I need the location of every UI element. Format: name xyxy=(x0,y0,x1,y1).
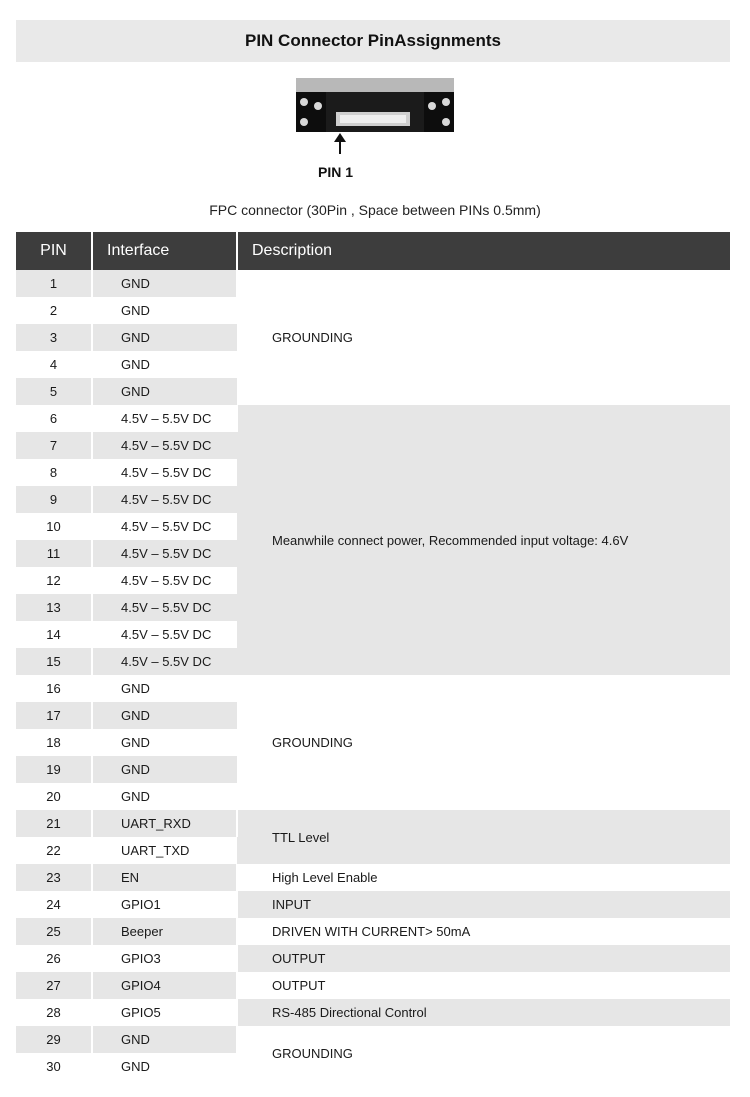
header-description: Description xyxy=(237,232,730,270)
pin-number-cell: 3 xyxy=(16,324,92,351)
pin-number-cell: 1 xyxy=(16,270,92,297)
pin-number-cell: 13 xyxy=(16,594,92,621)
pin-number-cell: 15 xyxy=(16,648,92,675)
interface-cell: GND xyxy=(121,735,150,750)
interface-cell: GND xyxy=(92,756,237,783)
description-cell: High Level Enable xyxy=(272,870,378,885)
pin-number-cell: 28 xyxy=(16,999,92,1026)
table-row xyxy=(16,891,730,918)
interface-cell: GPIO1 xyxy=(92,891,237,918)
pin-number-cell: 16 xyxy=(16,675,92,702)
pin-number-cell: 30 xyxy=(16,1053,92,1080)
table-row xyxy=(16,405,730,432)
interface-cell: 4.5V – 5.5V DC xyxy=(92,432,237,459)
interface-cell: 4.5V – 5.5V DC xyxy=(121,519,212,534)
description-cell: TTL Level xyxy=(237,810,730,864)
pin-number-cell: 11 xyxy=(16,540,92,567)
interface-cell: UART_TXD xyxy=(121,843,190,858)
interface-cell: 4.5V – 5.5V DC xyxy=(92,486,237,513)
description-cell: Meanwhile connect power, Recommended input voltage: 4.6V xyxy=(237,405,730,675)
connector-caption: FPC connector (30Pin , Space between PINs 0.5mm) xyxy=(209,202,541,218)
interface-cell: UART_RXD xyxy=(92,810,237,837)
pin-number-cell: 22 xyxy=(16,837,92,864)
pin-number-cell: 21 xyxy=(16,810,92,837)
interface-cell: GND xyxy=(92,675,237,702)
pin-number-cell: 14 xyxy=(16,621,92,648)
description-cell: RS-485 Directional Control xyxy=(237,999,730,1026)
pin-number-cell: 12 xyxy=(16,567,92,594)
description-cell: OUTPUT xyxy=(272,978,326,993)
description-cell: GROUNDING xyxy=(272,330,353,345)
pin-number-cell: 27 xyxy=(16,972,92,999)
header-pin: PIN xyxy=(16,232,92,270)
interface-cell: GPIO5 xyxy=(92,999,237,1026)
table-row xyxy=(16,945,730,972)
pin-number-cell: 2 xyxy=(16,297,92,324)
interface-cell: GPIO3 xyxy=(92,945,237,972)
pin-number-cell: 25 xyxy=(16,918,92,945)
table-row xyxy=(16,1026,730,1053)
pin-number-cell: 4 xyxy=(16,351,92,378)
interface-cell: GND xyxy=(92,324,237,351)
table-row xyxy=(16,810,730,837)
interface-cell: GND xyxy=(121,789,150,804)
table-row xyxy=(16,999,730,1026)
description-cell: GROUNDING xyxy=(272,1045,353,1061)
interface-cell: 4.5V – 5.5V DC xyxy=(121,573,212,588)
interface-cell: 4.5V – 5.5V DC xyxy=(92,648,237,675)
table-header-row xyxy=(16,232,730,270)
interface-cell: Beeper xyxy=(92,918,237,945)
interface-cell: GND xyxy=(92,378,237,405)
description-cell: INPUT xyxy=(237,891,730,918)
table-row xyxy=(16,972,730,999)
pin-number-cell: 18 xyxy=(16,729,92,756)
pin1-label: PIN 1 xyxy=(318,164,354,180)
interface-cell: 4.5V – 5.5V DC xyxy=(92,594,237,621)
pin-number-cell: 24 xyxy=(16,891,92,918)
pin-number-cell: 10 xyxy=(16,513,92,540)
interface-cell: 4.5V – 5.5V DC xyxy=(92,540,237,567)
pin-number-cell: 26 xyxy=(16,945,92,972)
description-cell: OUTPUT xyxy=(237,945,730,972)
interface-cell: GND xyxy=(92,270,237,297)
interface-cell: 4.5V – 5.5V DC xyxy=(121,627,212,642)
pin-number-cell: 6 xyxy=(16,405,92,432)
interface-cell: GND xyxy=(121,357,150,372)
table-row xyxy=(16,675,730,702)
table-row xyxy=(16,270,730,297)
pin-number-cell: 17 xyxy=(16,702,92,729)
pin-number-cell: 19 xyxy=(16,756,92,783)
header-interface: Interface xyxy=(92,232,237,270)
pin-number-cell: 8 xyxy=(16,459,92,486)
description-cell: DRIVEN WITH CURRENT> 50mA xyxy=(272,924,471,939)
pin-number-cell: 23 xyxy=(16,864,92,891)
table-row xyxy=(16,864,730,891)
interface-cell: GPIO4 xyxy=(92,972,237,999)
pin1-arrow-icon xyxy=(334,133,346,154)
fpc-connector-image xyxy=(290,76,460,156)
interface-cell: GND xyxy=(121,303,150,318)
pin-number-cell: 5 xyxy=(16,378,92,405)
pin-number-cell: 9 xyxy=(16,486,92,513)
interface-cell: 4.5V – 5.5V DC xyxy=(92,405,237,432)
table-row xyxy=(16,918,730,945)
interface-cell: GND xyxy=(92,702,237,729)
interface-cell: 4.5V – 5.5V DC xyxy=(121,465,212,480)
interface-cell: GND xyxy=(92,1026,237,1053)
pin-number-cell: 20 xyxy=(16,783,92,810)
pin-assignment-table xyxy=(16,232,730,1080)
description-cell: GROUNDING xyxy=(272,735,353,750)
interface-cell: EN xyxy=(92,864,237,891)
pin-number-cell: 7 xyxy=(16,432,92,459)
pin-number-cell: 29 xyxy=(16,1026,92,1053)
page-title: PIN Connector PinAssignments xyxy=(16,20,730,62)
interface-cell: GND xyxy=(121,1059,150,1074)
connector-figure xyxy=(0,62,750,230)
